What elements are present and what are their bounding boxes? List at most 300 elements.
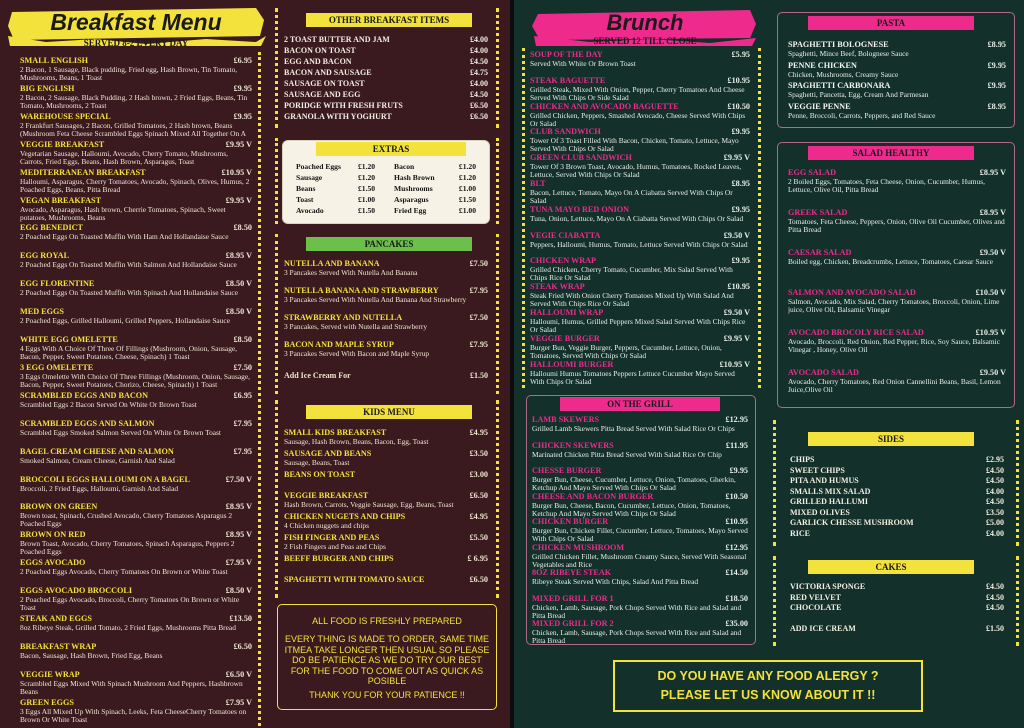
brunch-item-price: £5.95 xyxy=(731,50,750,59)
breakfast-item xyxy=(20,168,252,196)
breakfast-item-price: £7.95 xyxy=(233,446,252,456)
breakfast-item-price: £9.95 xyxy=(233,83,252,93)
brunch-subtitle: SERVED 12 TILL CLOSE xyxy=(593,36,697,46)
grill-item-price: £9.95 xyxy=(729,466,748,475)
notice-body: EVERY THING IS MADE TO ORDER, SAME TIME ITMEA TAKE LONGER THEN USUAL SO PLEASE DO BE PATIENCE AS WE DO TRY OUR BEST FOR THE FOOD TO COME OUT AS QUICK AS POSIBLE xyxy=(284,634,490,686)
other-breakfast-row xyxy=(284,68,488,78)
brunch-item xyxy=(530,256,750,282)
salad-item-desc: Boiled egg, Chicken, Breadcrumbs, Lettuce, Tomatoes, Caesar Sauce xyxy=(788,258,993,266)
kids-item-name: SPAGHETTI WITH TOMATO SAUCE xyxy=(284,575,425,584)
cakes-row-name: ADD ICE CREAM xyxy=(790,624,856,633)
pasta-item-desc: Penne, Broccoli, Carrots, Peppers, and Red Sauce xyxy=(788,111,936,120)
other-breakfast-row xyxy=(284,101,488,111)
brunch-item-desc: Steak Fried With Onion Cherry Tomatoes Mixed Up With Salad And Served With Chips Rice Or Salad xyxy=(530,292,734,309)
sides-row-name: MIXED OLIVES xyxy=(790,507,850,517)
grill-item-desc: Chicken, Lamb, Sausage, Pork Chops Served With Rice and Salad and Pitta Bread xyxy=(532,603,742,620)
pasta-item xyxy=(788,61,1006,82)
grill-item-name: CHICKEN SKEWERS xyxy=(532,440,614,450)
other-left-dots xyxy=(275,8,278,128)
brunch-item-desc: Grilled Chicken, Cherry Tomato, Cucumber, Mix Salad Served With Chips Rice Or Salad xyxy=(530,266,733,283)
breakfast-item-desc: 4 Eggs With A Choice Of Three Of Fillings (Mushroom, Onion, Sausage, Bacon, Pepper, Sweet Potatoes, Cheese, Spinach) 1 Toast xyxy=(20,345,238,361)
brunch-item-name: BLT xyxy=(530,179,546,188)
extras-item-name: Bacon xyxy=(394,162,415,171)
breakfast-item-name: BREAKFAST WRAP xyxy=(20,641,97,651)
breakfast-item-price: £6.95 xyxy=(233,56,252,65)
brunch-item-name: VEGGIE BURGER xyxy=(530,333,600,343)
brunch-item-desc: Tower Of 3 Brown Toast, Avocado, Humus, Tomatoes, Rocked Leaves, Lettuce, Served With Chips Or Salad xyxy=(530,163,742,180)
breakfast-item-name: MEDITERRANEAN BREAKFAST xyxy=(20,167,146,177)
notice-thanks: THANK YOU FOR YOUR PATIENCE !! xyxy=(309,690,465,700)
salad-item-name: EGG SALAD xyxy=(788,168,836,177)
breakfast-item-desc: Brown toast, Spinach, Crushed Avocado, Cherry Tomatoes Asparagus 2 Poached Eggs xyxy=(20,512,233,529)
cakes-row xyxy=(790,593,1004,603)
breakfast-item-desc: 2 Poached Eggs On Toasted Muffin With Ham And Hollandaise Sauce xyxy=(20,233,229,242)
kids-header: KIDS MENU xyxy=(306,405,472,419)
extras-item-name: Fried Egg xyxy=(394,206,427,215)
pasta-item-name: SPAGHETTI BOLOGNESE xyxy=(788,40,889,49)
sides-row-price: £4.50 xyxy=(986,465,1004,475)
extras-item-price: £1.50 xyxy=(358,206,376,215)
extras-row xyxy=(296,184,476,194)
kids-item xyxy=(284,554,488,575)
grill-item-name: 8OZ RIBEYE STEAK xyxy=(532,568,612,577)
breakfast-item xyxy=(20,112,252,140)
grill-item xyxy=(532,441,748,467)
sides-row xyxy=(790,508,1004,518)
sides-left-dots xyxy=(773,420,776,546)
pasta-item-desc: Spaghetti, Pancetta, Egg, Cream And Parmesan xyxy=(788,91,929,99)
brunch-title: Brunch xyxy=(606,10,684,35)
brunch-item-price: £10.95 V xyxy=(719,359,750,369)
breakfast-item xyxy=(20,670,252,698)
brunch-item-desc: Halloumi, Humus, Grilled Peppers Mixed Salad Served With Chips Rice Or Salad xyxy=(530,318,746,334)
pasta-item-name: SPAGHETTI CARBONARA xyxy=(788,81,891,90)
breakfast-item xyxy=(20,698,252,726)
breakfast-item xyxy=(20,586,252,614)
extras-item-price: £1.00 xyxy=(458,184,476,193)
grill-item-name: MIXED GRILL FOR 1 xyxy=(532,593,614,603)
sides-row-price: £4.00 xyxy=(986,486,1004,496)
extras-item-price: £1.20 xyxy=(358,162,376,171)
brunch-list xyxy=(530,50,750,386)
breakfast-item-price: £8.50 V xyxy=(225,307,252,317)
breakfast-item-price: £8.95 V xyxy=(225,251,252,261)
breakfast-item-price: £10.95 V xyxy=(221,167,252,177)
extras-item-name: Avocado xyxy=(296,206,324,215)
brunch-item xyxy=(530,50,750,76)
pancakes-right-dots xyxy=(496,234,499,394)
brunch-item-name: TUNA MAYO RED ONION xyxy=(530,204,630,214)
brunch-item-desc: Tower Of 3 Toast Filled With Bacon, Chicken, Tomato, Lettuce, Mayo Served With Chips Or Salad xyxy=(530,137,739,154)
breakfast-item-name: BROWN ON GREEN xyxy=(20,502,98,512)
extras-item-name: Beans xyxy=(296,184,316,193)
cakes-list xyxy=(790,582,1004,642)
grill-item-price: £12.95 xyxy=(725,542,748,552)
sides-row-name: SWEET CHIPS xyxy=(790,465,845,475)
breakfast-item xyxy=(20,140,252,168)
brunch-item xyxy=(530,102,750,128)
breakfast-item xyxy=(20,447,252,475)
breakfast-column xyxy=(0,0,270,728)
other-breakfast-row-name: EGG AND BACON xyxy=(284,57,352,66)
sides-right-dots xyxy=(1016,420,1019,546)
grill-item-name: MIXED GRILL FOR 2 xyxy=(532,619,614,628)
sides-row xyxy=(790,518,1004,528)
brunch-item-name: STEAK WRAP xyxy=(530,282,585,292)
grill-item-desc: Marinated Chicken Pitta Bread Served With Salad Rice Or Chip xyxy=(532,450,722,459)
pancake-item-name: BACON AND MAPLE SYRUP xyxy=(284,340,394,349)
breakfast-item xyxy=(20,642,252,670)
kids-item xyxy=(284,512,488,533)
breakfast-item-price: £8.95 V xyxy=(225,530,252,540)
extras-item-name: Sausage xyxy=(296,173,323,182)
breakfast-item-price: £8.95 V xyxy=(225,502,252,512)
cakes-row-name: VICTORIA SPONGE xyxy=(790,582,866,591)
breakfast-item-desc: Halloumi, Asparagus, Cherry Tomatoes, Avocado, Spinach, Olives, Humus, 2 Poached Eggs, Beans, Pitta Bread xyxy=(20,177,250,194)
other-breakfast-header: OTHER BREAKFAST ITEMS xyxy=(306,13,472,27)
brunch-item xyxy=(530,153,750,179)
cakes-row xyxy=(790,603,1004,613)
breakfast-item-name: SMALL ENGLISH xyxy=(20,56,89,65)
add-ice-cream-label: Add Ice Cream For xyxy=(284,371,351,380)
other-breakfast-row-price: £4.50 xyxy=(470,57,488,66)
brunch-item xyxy=(530,360,750,386)
breakfast-item-name: BROCCOLI EGGS HALLOUMI ON A BAGEL xyxy=(20,474,190,484)
pancake-item-price: £7.50 xyxy=(469,259,488,268)
extras-item-price: £1.50 xyxy=(358,184,376,193)
breakfast-item xyxy=(20,251,252,279)
breakfast-item xyxy=(20,335,252,363)
breakfast-item-name: SCRAMBLED EGGS AND BACON xyxy=(20,390,149,400)
extras-row xyxy=(296,206,476,216)
cakes-row-name: CHOCOLATE xyxy=(790,603,842,612)
pancake-item-price: £7.95 xyxy=(469,286,488,295)
other-breakfast-row xyxy=(284,57,488,67)
breakfast-item-price: £7.50 xyxy=(233,362,252,372)
breakfast-item xyxy=(20,391,252,419)
brunch-item-desc: Served With White Or Brown Toast xyxy=(530,60,636,68)
grill-item xyxy=(532,517,748,543)
breakfast-item-name: EGGS AVOCADO BROCCOLI xyxy=(20,586,133,596)
breakfast-item xyxy=(20,196,252,224)
other-breakfast-row-price: £6.50 xyxy=(470,112,488,121)
breakfast-item xyxy=(20,558,252,586)
breakfast-item-name: 3 EGG OMELETTE xyxy=(20,362,94,372)
other-breakfast-row-price: £6.50 xyxy=(470,101,488,110)
cakes-header: CAKES xyxy=(808,560,974,574)
sides-row-name: RICE xyxy=(790,528,811,538)
kids-item-name: BEANS ON TOAST xyxy=(284,470,356,479)
sides-row-name: GRILLED HALLUMI xyxy=(790,497,869,506)
pasta-item-name: PENNE CHICKEN xyxy=(788,60,857,70)
brunch-item-desc: Grilled Chicken, Peppers, Smashed Avocado, Cheese Served With Chips Or Salad xyxy=(530,111,746,128)
grill-item xyxy=(532,619,748,645)
breakfast-item-desc: 2 Poached Eggs Avocado, Broccoli, Cherry Tomatoes On Brown or White Toast xyxy=(20,596,240,613)
pancake-item-desc: 3 Pancakes Served With Bacon and Maple Syrup xyxy=(284,350,430,358)
notice-fresh: ALL FOOD IS FRESHLY PREPARED xyxy=(312,616,462,626)
kids-item-desc: Sausage, Hash Brown, Beans, Bacon, Egg, Toast xyxy=(284,438,429,446)
breakfast-item-name: VEGGIE BREAKFAST xyxy=(20,139,105,149)
extras-item-price: £1.00 xyxy=(458,206,476,215)
breakfast-item-name: VEGGIE WRAP xyxy=(20,669,80,679)
brunch-item-price: £9.95 xyxy=(731,256,750,266)
cakes-left-dots xyxy=(773,556,776,646)
sides-row xyxy=(790,476,1004,486)
salad-item-name: CAESAR SALAD xyxy=(788,248,852,257)
other-breakfast-row-price: £4.00 xyxy=(470,79,488,88)
breakfast-item xyxy=(20,223,252,251)
sides-row-name: PITA AND HUMUS xyxy=(790,476,859,485)
grill-item-name: CHEESE AND BACON BURGER xyxy=(532,491,654,501)
grill-list xyxy=(532,415,748,645)
breakfast-item-desc: Scrambled Eggs 2 Bacon Served On White Or Brown Toast xyxy=(20,400,197,409)
pancake-item-name: STRAWBERRY AND NUTELLA xyxy=(284,313,403,322)
kids-list xyxy=(284,428,488,596)
brunch-left-dots xyxy=(522,48,525,388)
breakfast-subtitle: SERVED 8-2 EVERY DAY xyxy=(83,38,189,48)
other-breakfast-row xyxy=(284,112,488,122)
breakfast-item-name: BIG ENGLISH xyxy=(20,83,75,93)
kids-item xyxy=(284,575,488,596)
cakes-right-dots xyxy=(1016,556,1019,646)
sides-row-name: GARLICK CHESSE MUSHROOM xyxy=(790,518,914,527)
grill-item-desc: Ribeye Steak Served With Chips, Salad And Pitta Bread xyxy=(532,578,699,586)
brunch-item-price: £9.50 V xyxy=(723,230,750,240)
pancakes-list xyxy=(284,259,488,367)
extras-item-price: £1.00 xyxy=(358,195,376,204)
sides-row-price: £3.50 xyxy=(986,507,1004,517)
salad-item-desc: Tomatoes, Feta Cheese, Peppers, Onion, Olive Oil Cucumber, Olives and Pitta Bread xyxy=(788,218,1005,234)
breakfast-item-name: SCRAMBLED EGGS AND SALMON xyxy=(20,418,155,428)
salad-list xyxy=(788,168,1006,404)
other-breakfast-row-price: £4.00 xyxy=(470,35,488,44)
brunch-item-price: £9.95 xyxy=(731,127,750,137)
extras-item-price: £1.50 xyxy=(458,195,476,204)
brunch-item xyxy=(530,76,750,102)
brunch-item-name: CLUB SANDWICH xyxy=(530,127,601,137)
brunch-item-desc: Burger Bun, Veggie Burger, Peppers, Cucumber, Lettuce, Onion, Tomatoes, Served With Chips Or Salad xyxy=(530,343,722,360)
kids-item-price: £6.50 xyxy=(469,575,488,584)
extras-item-name: Asparagus xyxy=(394,195,429,204)
breakfast-item-name: GREEN EGGS xyxy=(20,697,74,707)
kids-item-name: CHICKEN NUGETS AND CHIPS xyxy=(284,512,406,521)
sides-row xyxy=(790,529,1004,539)
pasta-item xyxy=(788,40,1006,61)
salad-item-desc: Avocado, Broccoli, Red Onion, Red Pepper, Rice, Soy Sauce, Balsamic Vinegar , Honey, Olive Oil xyxy=(788,338,1000,354)
breakfast-item-desc: Smoked Salmon, Cream Cheese, Garnish And Salad xyxy=(20,456,175,465)
pancake-item-desc: 3 Pancakes, Served with Nutella and Strawberry xyxy=(284,323,428,331)
pasta-item xyxy=(788,102,1006,123)
brunch-item-name: CHICKEN AND AVOCADO BAGUETTE xyxy=(530,101,679,111)
salad-item xyxy=(788,208,1006,248)
extras-item-name: Toast xyxy=(296,195,314,204)
breakfast-item xyxy=(20,363,252,391)
other-breakfast-row xyxy=(284,90,488,100)
grill-item-price: £12.95 xyxy=(725,415,748,424)
pancake-item xyxy=(284,286,488,313)
breakfast-item-price: £9.95 xyxy=(233,111,252,121)
brunch-item-price: £9.95 V xyxy=(723,153,750,163)
breakfast-item-price: £8.50 V xyxy=(225,279,252,289)
other-breakfast-row xyxy=(284,35,488,45)
grill-item-price: £10.50 xyxy=(725,491,748,501)
breakfast-item xyxy=(20,614,252,642)
allergy-line-2: PLEASE LET US KNOW ABOUT IT !! xyxy=(660,688,876,702)
salad-item-price: £8.95 V xyxy=(979,168,1006,177)
salad-item-price: £8.95 V xyxy=(979,208,1006,217)
sides-row-name: CHIPS xyxy=(790,455,815,464)
sides-row-name: SMALLS MIX SALAD xyxy=(790,486,871,496)
salad-item-desc: Avocado, Cherry Tomatoes, Red Onion Cannellini Beans, Basil, Lemon Juice,Olive Oil xyxy=(788,378,1001,394)
salad-item-desc: 2 Boiled Eggs, Tomatoes, Feta Cheese, Onion, Cucumber, Humus, Lettuce, Olive Oil, Pitta Bread xyxy=(788,178,985,194)
breakfast-item-price: £9.95 V xyxy=(225,139,252,149)
grill-item-desc: Chicken, Lamb, Sausage, Pork Chops Served With Rice and Salad and Pitta Bread xyxy=(532,629,742,645)
brunch-item-name: HALLOUMI BURGER xyxy=(530,359,614,369)
breakfast-item-desc: 2 Bacon, 1 Sausage, Black pudding, Fried egg, Hash Brown, Tin Tomato, Mushrooms, Beans, 1 Toast xyxy=(20,66,238,82)
brunch-item-name: SOUP OF THE DAY xyxy=(530,50,603,59)
brunch-item-price: £10.50 xyxy=(727,101,750,111)
pasta-item-price: £9.95 xyxy=(987,60,1006,70)
cakes-row-price: £4.50 xyxy=(986,603,1004,612)
salad-item xyxy=(788,248,1006,288)
extras-row xyxy=(296,162,476,172)
sides-row xyxy=(790,487,1004,497)
other-breakfast-row-name: 2 TOAST BUTTER AND JAM xyxy=(284,35,390,44)
grill-item-price: £11.95 xyxy=(725,440,748,450)
brunch-item-name: VEGIE CIABATTA xyxy=(530,230,601,240)
grill-item-name: CHICKEN BURGER xyxy=(532,517,609,526)
brunch-item xyxy=(530,231,750,257)
brunch-item-price: £10.95 xyxy=(727,75,750,85)
grill-item xyxy=(532,568,748,594)
brunch-item xyxy=(530,127,750,153)
pancake-item xyxy=(284,259,488,286)
brunch-item-name: CHICKEN WRAP xyxy=(530,256,597,266)
cakes-row-name: RED VELVET xyxy=(790,592,841,602)
pancakes-header: PANCAKES xyxy=(306,237,472,251)
kids-left-dots xyxy=(275,400,278,598)
salad-item-name: AVOCADO SALAD xyxy=(788,368,859,377)
extras-item-name: Mushrooms xyxy=(394,184,433,193)
grill-item-desc: Grilled Lamb Skewers Pitta Bread Served With Salad Rice Or Chips xyxy=(532,425,735,433)
breakfast-item xyxy=(20,279,252,307)
brunch-item-desc: Bacon, Lettuce, Tomato, Mayo On A Ciabatta Served With Chips Or Salad xyxy=(530,189,733,205)
pancake-item-name: NUTELLA AND BANANA xyxy=(284,259,380,268)
extras-row xyxy=(296,195,476,205)
breakfast-item-name: EGGS AVOCADO xyxy=(20,558,86,568)
brunch-item-desc: Peppers, Halloumi, Humus, Tomato, Lettuce Served With Chips Or Salad xyxy=(530,240,748,249)
salad-header: SALAD HEALTHY xyxy=(808,146,974,160)
sides-header: SIDES xyxy=(808,432,974,446)
breakfast-item-desc: 2 Poached Eggs On Toasted Muffin With Salmon And Hollandaise Sauce xyxy=(20,261,237,270)
extras-item-name: Hash Brown xyxy=(394,173,435,182)
cakes-row xyxy=(790,582,1004,592)
breakfast-item-desc: Avocado, Asparagus, Hash brown, Cherrie Tomatoes, Spinach, Sweet potatoes, Mushrooms, Beans xyxy=(20,205,226,222)
breakfast-item-desc: Scrambled Eggs Mixed With Spinach Mushroom And Peppers, Hashbrown Beans xyxy=(20,679,243,696)
kids-item-name: FISH FINGER AND PEAS xyxy=(284,533,380,542)
other-breakfast-row-name: GRANOLA WITH YOGHURT xyxy=(284,112,392,121)
salad-item-name: GREEK SALAD xyxy=(788,208,848,217)
extras-row xyxy=(296,173,476,183)
brunch-right-dots xyxy=(758,48,761,388)
pasta-item-desc: Chicken, Mushrooms, Creamy Sauce xyxy=(788,70,899,79)
breakfast-item-price: £8.50 xyxy=(233,223,252,233)
salad-item xyxy=(788,368,1006,408)
brunch-item xyxy=(530,179,750,205)
pasta-item-name: VEGGIE PENNE xyxy=(788,101,851,111)
breakfast-item-name: BROWN ON RED xyxy=(20,530,86,540)
salad-item-price: £10.95 V xyxy=(975,328,1006,337)
other-breakfast-row-name: SAUSAGE AND EGG xyxy=(284,90,361,99)
salad-item xyxy=(788,288,1006,328)
breakfast-item xyxy=(20,502,252,530)
other-breakfast-row xyxy=(284,46,488,56)
kids-right-dots xyxy=(496,400,499,598)
grill-item-name: CHICKEN MUSHROOM xyxy=(532,542,625,552)
other-breakfast-row xyxy=(284,79,488,89)
breakfast-item xyxy=(20,307,252,335)
brunch-item-desc: Tuna, Onion, Lettuce, Mayo On A Ciabatta Served With Chips Or Salad xyxy=(530,214,744,223)
breakfast-item-desc: Scrambled Eggs Smoked Salmon Served On White Or Brown Toast xyxy=(20,428,221,437)
extras-item-price: £1.20 xyxy=(458,162,476,171)
kids-item-price: £3.50 xyxy=(469,449,488,458)
grill-item-price: £10.95 xyxy=(725,517,748,526)
sides-row xyxy=(790,455,1004,465)
sides-row-price: £2.95 xyxy=(986,455,1004,464)
breakfast-item-desc: 2 Poached Eggs, Grilled Halloumi, Grilled Peppers, Hollandaise Sauce xyxy=(20,317,230,326)
breakfast-item xyxy=(20,475,252,503)
brunch-item xyxy=(530,205,750,231)
brunch-item-name: STEAK BAGUETTE xyxy=(530,75,606,85)
grill-item xyxy=(532,466,748,492)
kids-item-desc: Hash Brown, Carrots, Veggie Sausage, Egg, Beans, Toast xyxy=(284,501,454,509)
extras-header: EXTRAS xyxy=(316,142,466,156)
breakfast-item-name: EGG FLORENTINE xyxy=(20,279,95,289)
breakfast-item xyxy=(20,530,252,558)
pasta-item-price: £8.95 xyxy=(987,40,1006,49)
salad-item-desc: Salmon, Avocado, Mix Salad, Cherry Tomatoes, Broccoli, Onion, Lime juice, Olive Oil, Balsamic Vinegar xyxy=(788,298,1000,314)
breakfast-item-desc: 2 Frankfurt Sausages, 2 Bacon, Grilled Tomatoes, 2 Hash brown, Beans (Mushroom Feta Cheese Scrambled Eggs Spinach Mixed All Together On A xyxy=(20,121,246,138)
grill-item-name: LAMB SKEWERS xyxy=(532,415,600,424)
pancake-item-desc: 3 Pancakes Served With Nutella And Banana xyxy=(284,269,418,277)
pasta-header: PASTA xyxy=(808,16,974,30)
grill-header: ON THE GRILL xyxy=(560,397,720,411)
salad-item-name: AVOCADO BROCOLY RICE SALAD xyxy=(788,328,924,337)
sides-row-price: £4.50 xyxy=(986,497,1004,506)
cakes-row-price: £1.50 xyxy=(986,624,1004,633)
sides-row-price: £4.00 xyxy=(986,528,1004,538)
brunch-item xyxy=(530,282,750,308)
grill-item-desc: Burger Bun, Chicken Fillet, Cucumber, Lettuce, Tomatoes, Mayo Served With Chips Or Salad xyxy=(532,527,748,543)
brunch-item-desc: Grilled Steak, Mixed With Onion, Pepper, Cherry Tomatoes And Cheese Served With Chips Or Side Salad xyxy=(530,85,745,102)
breakfast-item-name: VEGAN BREAKFAST xyxy=(20,195,102,205)
breakfast-item-desc: 3 Eggs Omelette With Choice Of Three Fillings (Mushroom, Onion, Sausage, Bacon, Pepper, Sweet Potatoes, Chorizo, Cheese, Spinach) 1 Toast xyxy=(20,372,250,389)
breakfast-item-price: £6.50 xyxy=(233,641,252,651)
breakfast-item-desc: Brown Toast, Avocado, Cherry Tomatoes, Spinach Asparagus, Peppers 2 Poached Eggs xyxy=(20,540,235,557)
breakfast-item-desc: Vegetarian Sausage, Halloumi, Avocado, Cherry Tomato, Mushrooms, Carrots, Fried Eggs, Beans, Hash Brown, Asparagus, Toast xyxy=(20,149,228,166)
grill-item-price: £18.50 xyxy=(725,593,748,603)
breakfast-item-name: BAGEL CREAM CHEESE AND SALMON xyxy=(20,446,174,456)
kids-item-price: £5.50 xyxy=(469,533,488,542)
pancake-item xyxy=(284,313,488,340)
other-breakfast-row-name: SAUSAGE ON TOAST xyxy=(284,79,365,88)
kids-item-price: £6.50 xyxy=(469,491,488,500)
sides-row-price: £4.50 xyxy=(986,476,1004,485)
brunch-item-price: £9.50 V xyxy=(723,308,750,317)
extras-item-price: £1.20 xyxy=(358,173,376,182)
breakfast-item-price: £13.50 xyxy=(229,614,252,623)
kids-item xyxy=(284,491,488,512)
